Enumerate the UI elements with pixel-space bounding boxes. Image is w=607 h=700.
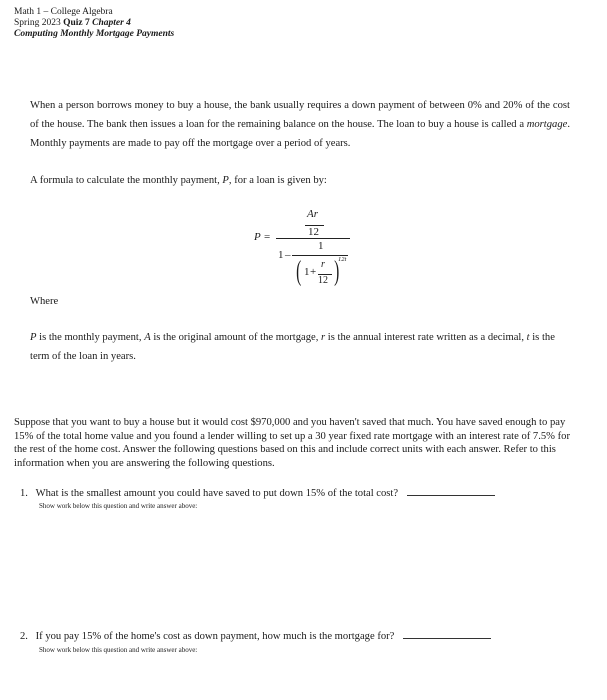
quiz-number: Quiz 7 bbox=[63, 18, 90, 28]
formula-lparen: ( bbox=[296, 256, 302, 287]
formula-rparen: ) bbox=[334, 256, 340, 287]
formula-exponent: 12t bbox=[338, 256, 347, 263]
formula-inner-12: 12 bbox=[318, 275, 328, 286]
formula-numerator: Ar bbox=[307, 208, 318, 220]
def-t-text: is the term of the loan in years. bbox=[30, 332, 555, 362]
def-P: P bbox=[30, 332, 37, 343]
formula-intro-text-2: , for a loan is given by: bbox=[228, 175, 327, 186]
formula-inner-plus: + bbox=[310, 266, 317, 278]
question-1-text: What is the smallest amount you could have saved to put down 15% of the total cost? bbox=[35, 488, 399, 499]
scenario-paragraph: Suppose that you want to buy a house but it would cost $970,000 and you haven't saved that much. You have saved enough to pay 15% of the total home value and you found a lender willing to set up a 30 year fixed rate mortgage with an interest rate of 7.5% for the rest of the home cost. Answer the following questions based on this and include correct units with each answer. Refer to this information when you are answering the following questions. bbox=[14, 417, 570, 470]
question-2-number: 2. bbox=[20, 631, 28, 642]
mortgage-formula bbox=[0, 0, 607, 300]
def-A-text: is the original amount of the mortgage, bbox=[150, 332, 322, 343]
term: Spring 2023 bbox=[14, 18, 61, 28]
def-r-text: is the annual interest rate written as a decimal, bbox=[325, 332, 527, 343]
question-2-instruction: Show work below this question and write answer above: bbox=[39, 646, 198, 654]
question-2 bbox=[20, 629, 580, 642]
question-2-text: If you pay 15% of the home's cost as down payment, how much is the mortgage for? bbox=[35, 631, 395, 642]
chapter: Chapter 4 bbox=[92, 18, 131, 28]
formula-minus: – bbox=[285, 249, 291, 261]
intro-text-2: . Monthly payments are made to pay off the mortgage over a period of years. bbox=[30, 119, 570, 149]
intro-text-1: When a person borrows money to buy a house, the bank usually requires a down payment of between 0% and 20% of the cost of the house. The bank then issues a loan for the remaining balance on the house. The loan to buy a house is called a bbox=[30, 100, 570, 130]
variable-definitions bbox=[30, 328, 570, 366]
formula-intro-text-1: A formula to calculate the monthly payment, bbox=[30, 175, 223, 186]
formula-r: r bbox=[321, 259, 325, 270]
def-P-text: is the monthly payment, bbox=[36, 332, 145, 343]
where-label: Where bbox=[30, 296, 59, 307]
document-title: Computing Monthly Mortgage Payments bbox=[14, 29, 175, 39]
question-2-answer-blank[interactable] bbox=[403, 629, 491, 639]
formula-lhs: P bbox=[254, 231, 261, 243]
def-r: r bbox=[321, 332, 326, 343]
def-t: t bbox=[526, 332, 530, 343]
formula-intro-var: P bbox=[222, 175, 229, 186]
formula-equals: = bbox=[264, 231, 271, 243]
question-1 bbox=[20, 486, 580, 499]
question-1-number: 1. bbox=[20, 488, 28, 499]
main-fraction-bar bbox=[276, 238, 350, 239]
formula-inner-numerator-one: 1 bbox=[318, 240, 324, 252]
def-A: A bbox=[144, 332, 151, 343]
formula-one: 1 bbox=[278, 249, 284, 261]
formula-numerator-denom: 12 bbox=[308, 226, 319, 238]
question-1-answer-blank[interactable] bbox=[407, 486, 495, 496]
course-name: Math 1 – College Algebra bbox=[14, 7, 113, 17]
formula-inner-one: 1 bbox=[304, 266, 310, 278]
mortgage-term: mortgage bbox=[526, 119, 568, 130]
question-1-instruction: Show work below this question and write answer above: bbox=[39, 502, 198, 510]
